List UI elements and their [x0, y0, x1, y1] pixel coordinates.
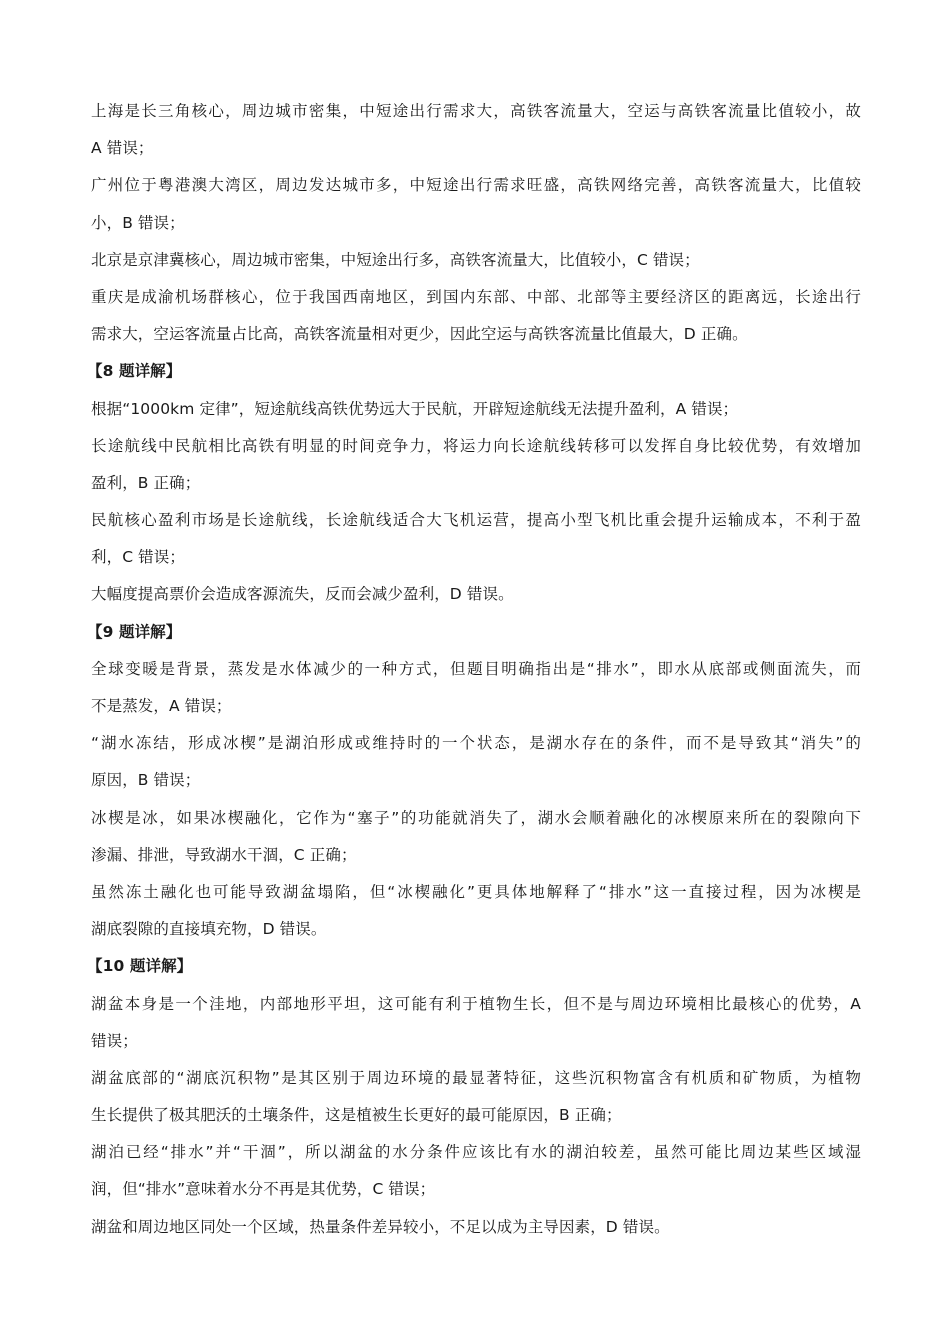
section-heading: 【8 题详解】 [87, 362, 182, 381]
text-line: 湖盆本身是一个洼地，内部地形平坦，这可能有利于植物生长，但不是与周边环境相比最核心的优势，A [91, 994, 861, 1013]
text-line: 长途航线中民航相比高铁有明显的时间竞争力，将运力向长途航线转移可以发挥自身比较优势，有效增加 [91, 436, 861, 455]
text-line: A 错误； [91, 139, 154, 158]
text-line: 需求大，空运客流量占比高，高铁客流量相对更少，因此空运与高铁客流量比值最大，D 正确。 [91, 325, 748, 344]
text-line: 生长提供了极其肥沃的土壤条件，这是植被生长更好的最可能原因，B 正确； [91, 1106, 622, 1125]
section-heading: 【10 题详解】 [87, 957, 193, 976]
text-line: 原因，B 错误； [91, 771, 201, 790]
text-line: 全球变暖是背景，蒸发是水体减少的一种方式，但题目明确指出是“排水”，即水从底部或侧面流失，而 [91, 659, 861, 678]
text-line: 虽然冻土融化也可能导致湖盆塌陷，但“冰楔融化”更具体地解释了“排水”这一直接过程，因为冰楔是 [91, 882, 861, 901]
text-line: 盈利，B 正确； [91, 473, 201, 492]
text-line: 错误； [91, 1031, 138, 1050]
document-page [87, 93, 861, 1246]
text-line: 重庆是成渝机场群核心，位于我国西南地区，到国内东部、中部、北部等主要经济区的距离远，长途出行 [91, 287, 861, 306]
text-line: 不是蒸发，A 错误； [91, 697, 232, 715]
text-line: 湖盆和周边地区同处一个区域，热量条件差异较小，不足以成为主导因素，D 错误。 [91, 1217, 670, 1236]
section-heading: 【9 题详解】 [87, 622, 182, 641]
text-line: 广州位于粤港澳大湾区，周边发达城市多，中短途出行需求旺盛，高铁网络完善，高铁客流量大，比值较 [91, 176, 861, 195]
text-line: 湖泊已经“排水”并“干涸”，所以湖盆的水分条件应该比有水的湖泊较差，虽然可能比周边某些区域湿 [91, 1143, 861, 1162]
text-line: 渗漏、排泄，导致湖水干涸，C 正确； [91, 845, 357, 864]
text-line: 根据“1000km 定律”，短途航线高铁优势远大于民航，开辟短途航线无法提升盈利，A 错误； [91, 399, 739, 418]
text-line: 湖盆底部的“湖底沉积物”是其区别于周边环境的最显著特征，这些沉积物富含有机质和矿物质，为植物 [91, 1068, 861, 1087]
text-line: 利，C 错误； [91, 548, 185, 567]
text-line: “湖水冻结，形成冰楔”是湖泊形成或维持时的一个状态，是湖水存在的条件，而不是导致其“消失”的 [91, 734, 861, 753]
text-line: 冰楔是冰，如果冰楔融化，它作为“塞子”的功能就消失了，湖水会顺着融化的冰楔原来所在的裂隙向下 [91, 808, 861, 827]
text-line: 民航核心盈利市场是长途航线，长途航线适合大飞机运营，提高小型飞机比重会提升运输成本，不利于盈 [91, 511, 861, 530]
text-line: 湖底裂隙的直接填充物，D 错误。 [91, 920, 327, 939]
text-line: 大幅度提高票价会造成客源流失，反而会减少盈利，D 错误。 [91, 585, 514, 604]
text-line: 北京是京津冀核心，周边城市密集，中短途出行多，高铁客流量大，比值较小，C 错误； [91, 250, 700, 269]
text-line: 润，但“排水”意味着水分不再是其优势，C 错误； [91, 1180, 436, 1199]
text-line: 小，B 错误； [91, 213, 185, 232]
text-line: 上海是长三角核心，周边城市密集，中短途出行需求大，高铁客流量大，空运与高铁客流量比值较小，故 [91, 102, 861, 120]
